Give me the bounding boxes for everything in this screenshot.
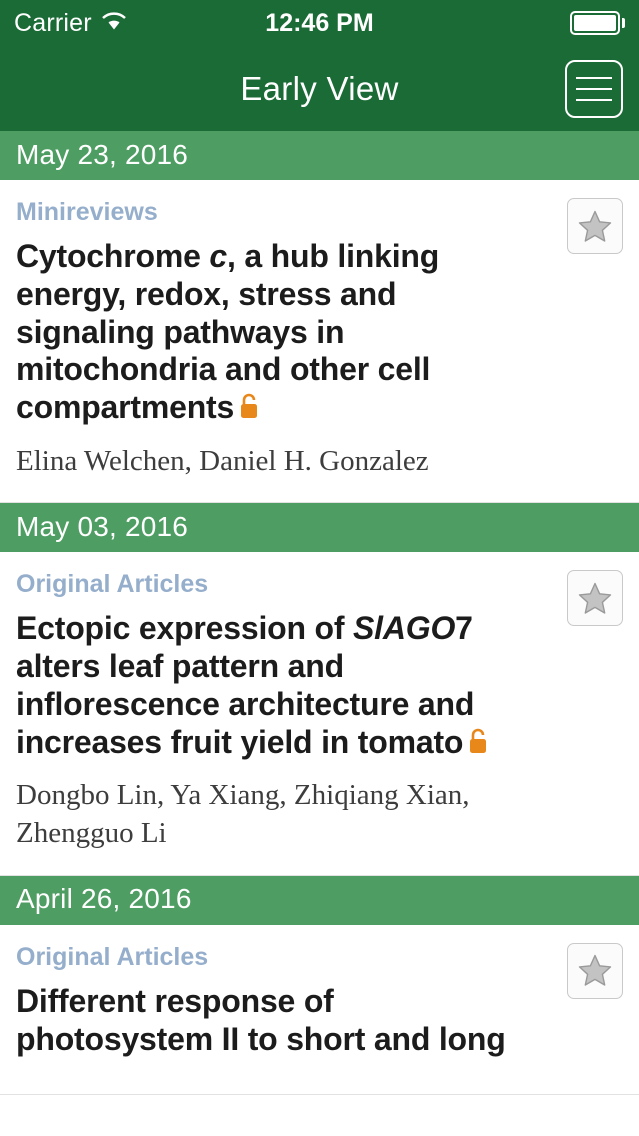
article-title: Different response of photosystem II to short and long [16, 982, 506, 1057]
status-bar-time: 12:46 PM [265, 8, 374, 37]
title-segment: Ectopic expression of [16, 610, 354, 647]
page-title: Early View [240, 69, 399, 107]
article-title [16, 238, 533, 429]
status-bar [0, 0, 639, 46]
star-icon[interactable] [567, 570, 623, 626]
article-category: Original Articles [16, 942, 209, 971]
title-segment: Cytochrome [16, 238, 210, 274]
navigation-bar [0, 46, 639, 131]
hamburger-menu-icon[interactable] [565, 60, 623, 118]
list-item[interactable] [0, 552, 639, 875]
carrier-label: Carrier [14, 8, 92, 37]
open-access-lock-icon [467, 726, 489, 764]
article-category: Minireviews [16, 198, 158, 226]
title-segment-italic: SlAGO [353, 610, 456, 647]
article-authors: Elina Welchen, Daniel H. Gonzalez [16, 444, 429, 477]
open-access-lock-icon [238, 391, 260, 429]
article-title [16, 610, 533, 763]
battery-full-icon [570, 11, 625, 35]
star-icon[interactable] [567, 198, 623, 254]
date-header: May 23, 2016 [0, 131, 639, 180]
list-item[interactable] [0, 180, 639, 503]
star-icon[interactable] [567, 943, 623, 999]
wifi-icon [101, 11, 127, 36]
status-bar-left [14, 9, 127, 38]
title-segment: , a hub linking energy, redox, stress and signaling pathways in mitochondria and other cell compartments [16, 238, 440, 425]
date-header: May 03, 2016 [0, 503, 639, 552]
title-segment: 7 alters leaf pattern and inflorescence architecture and increases fruit yield in tomato [16, 610, 475, 760]
article-authors: Dongbo Lin, Ya Xiang, Zhiqiang Xian, Zhengguo Li [16, 779, 470, 850]
title-segment-italic: c [209, 238, 228, 274]
date-header: April 26, 2016 [0, 876, 639, 925]
article-category: Original Articles [16, 570, 209, 599]
list-item[interactable] [0, 925, 639, 1096]
